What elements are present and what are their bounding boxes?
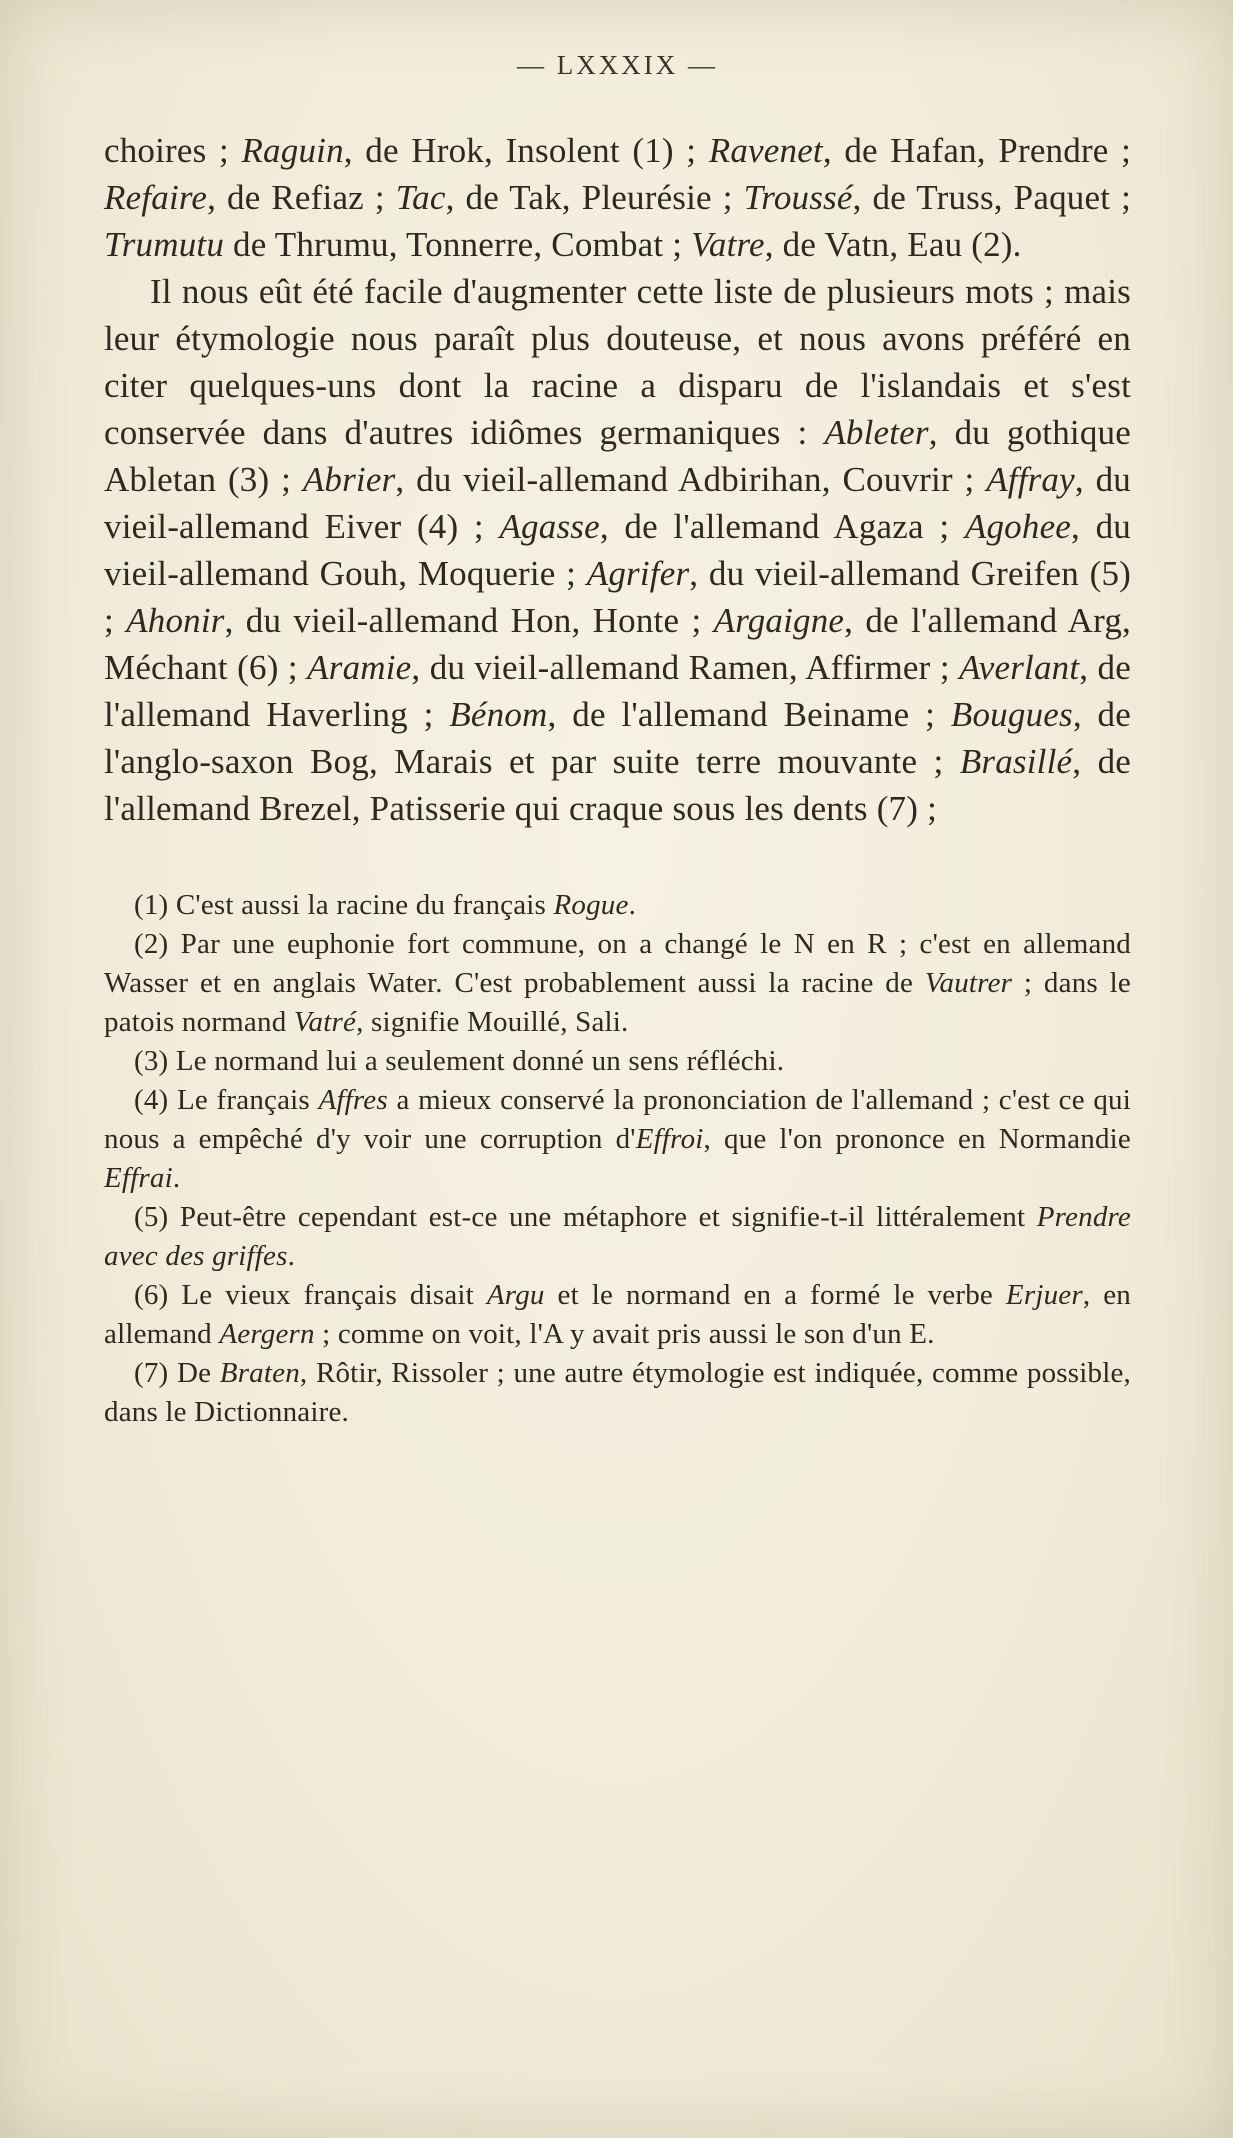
italic-term: Vautrer [924, 967, 1013, 999]
text-run: , du vieil-allemand Hon, Honte ; [224, 601, 714, 640]
italic-term: Troussé [743, 178, 853, 217]
text-run: (5) Peut-être cependant est-ce une métaphore et signifie-t-il littéralement [134, 1201, 1037, 1233]
italic-term: Argaigne [713, 601, 845, 640]
italic-term: Argu [486, 1279, 545, 1311]
text-run: . [172, 1162, 181, 1194]
text-run: (2) Par une euphonie fort commune, on a changé le N en R ; c'est en allemand Wasser et en anglais Water. C'est probablement aussi la racine de [104, 928, 1131, 999]
text-run: , du vieil-allemand Eiver (4) ; [104, 460, 1131, 546]
text-run: , de Tak, Pleurésie ; [445, 178, 744, 217]
italic-term: Erjuer [1005, 1279, 1083, 1311]
italic-term: Affray [986, 460, 1075, 499]
italic-term: Raguin [241, 131, 344, 170]
italic-term: Vatre [691, 225, 765, 264]
text-run: , de l'anglo-saxon Bog, Marais et par suite terre mouvante ; [104, 695, 1131, 781]
footnote [104, 925, 1131, 1042]
text-run: , de Vatn, Eau (2). [764, 225, 1022, 264]
text-run: (3) Le normand lui a seulement donné un sens réfléchi. [134, 1045, 785, 1077]
italic-term: Affres [318, 1084, 388, 1116]
text-run: a mieux conservé la prononciation de l'allemand ; c'est ce qui nous a empêché d'y voir une corruption d' [104, 1084, 1132, 1155]
italic-term: Refaire [104, 178, 208, 217]
text-run: , Rôtir, Rissoler ; une autre étymologie est indiquée, comme possible, dans le Dictionnaire. [104, 1357, 1132, 1428]
text-run: , du vieil-allemand Gouh, Moquerie ; [104, 507, 1131, 593]
italic-term: Brasillé [959, 742, 1073, 781]
text-run: , de l'allemand Agaza ; [599, 507, 965, 546]
footnotes [104, 886, 1131, 1432]
text-run: , du vieil-allemand Ramen, Affirmer ; [411, 648, 960, 687]
italic-term: Ahonir [126, 601, 225, 640]
text-run: , de Hrok, Insolent (1) ; [343, 131, 709, 170]
footnote [104, 1198, 1131, 1276]
text-run: (1) C'est aussi la racine du français [134, 889, 554, 921]
italic-term: Agohee [964, 507, 1072, 546]
text-run: (7) De [134, 1357, 220, 1389]
paragraph [104, 268, 1131, 832]
italic-term: Bénom [449, 695, 548, 734]
text-run: (4) Le français [134, 1084, 319, 1116]
italic-term: Agasse [499, 507, 600, 546]
italic-term: Abrier [302, 460, 396, 499]
text-run: . [287, 1240, 296, 1272]
text-run: , du vieil-allemand Adbirihan, Couvrir ; [395, 460, 987, 499]
footnote [104, 1042, 1131, 1081]
text-run: , de l'allemand Arg, Méchant (6) ; [104, 601, 1131, 687]
italic-term: Effrai [104, 1162, 173, 1194]
text-run: Il nous eût été facile d'augmenter cette liste de plusieurs mots ; mais leur étymologie nous paraît plus douteuse, et nous avons préféré en citer quelques-uns dont la racine a disparu de l'islandais et s'est conservée dans d'autres idiômes germaniques : [104, 272, 1131, 452]
italic-term: Averlant [959, 648, 1080, 687]
italic-term: Ableter [824, 413, 929, 452]
page-number: — LXXXIX — [517, 50, 718, 80]
italic-term: Aramie [307, 648, 412, 687]
text-run: ; comme on voit, l'A y avait pris aussi le son d'un E. [314, 1318, 935, 1350]
text-run: , de l'allemand Haverling ; [104, 648, 1131, 734]
text-run: , signifie Mouillé, Sali. [356, 1006, 629, 1038]
text-run: , du vieil-allemand Greifen (5) ; [104, 554, 1131, 640]
italic-term: Rogue [553, 889, 629, 921]
text-run: (6) Le vieux français disait [134, 1279, 487, 1311]
text-run: ; dans le patois normand [104, 967, 1131, 1038]
italic-term: Aergern [219, 1318, 315, 1350]
italic-term: Prendre avec des griffes [104, 1201, 1131, 1272]
footnote [104, 1276, 1131, 1354]
paragraph [104, 127, 1131, 268]
italic-term: Tac [395, 178, 446, 217]
text-run: . [628, 889, 637, 921]
text-run: , de l'allemand Brezel, Patisserie qui craque sous les dents (7) ; [104, 742, 1131, 828]
text-run: , du gothique Abletan (3) ; [104, 413, 1131, 499]
italic-term: Ravenet [708, 131, 823, 170]
footnote [104, 886, 1131, 925]
text-run: , que l'on prononce en Normandie [703, 1123, 1131, 1155]
footnote [104, 1081, 1131, 1198]
italic-term: Trumutu [104, 225, 225, 264]
italic-term: Bougues [950, 695, 1073, 734]
text-run: choires ; [104, 131, 242, 170]
text-run: et le normand en a formé le verbe [544, 1279, 1006, 1311]
text-run: , de Hafan, Prendre ; [822, 131, 1131, 170]
footnote [104, 1354, 1131, 1432]
text-run: de Thrumu, Tonnerre, Combat ; [224, 225, 692, 264]
italic-term: Agrifer [586, 554, 690, 593]
text-run: , de Refiaz ; [207, 178, 396, 217]
text-run: , de l'allemand Beiname ; [547, 695, 951, 734]
text-run: , en allemand [104, 1279, 1131, 1350]
italic-term: Braten [219, 1357, 300, 1389]
body-text [104, 127, 1131, 832]
italic-term: Vatré [293, 1006, 357, 1038]
text-run: , de Truss, Paquet ; [852, 178, 1131, 217]
italic-term: Effroi [635, 1123, 704, 1155]
